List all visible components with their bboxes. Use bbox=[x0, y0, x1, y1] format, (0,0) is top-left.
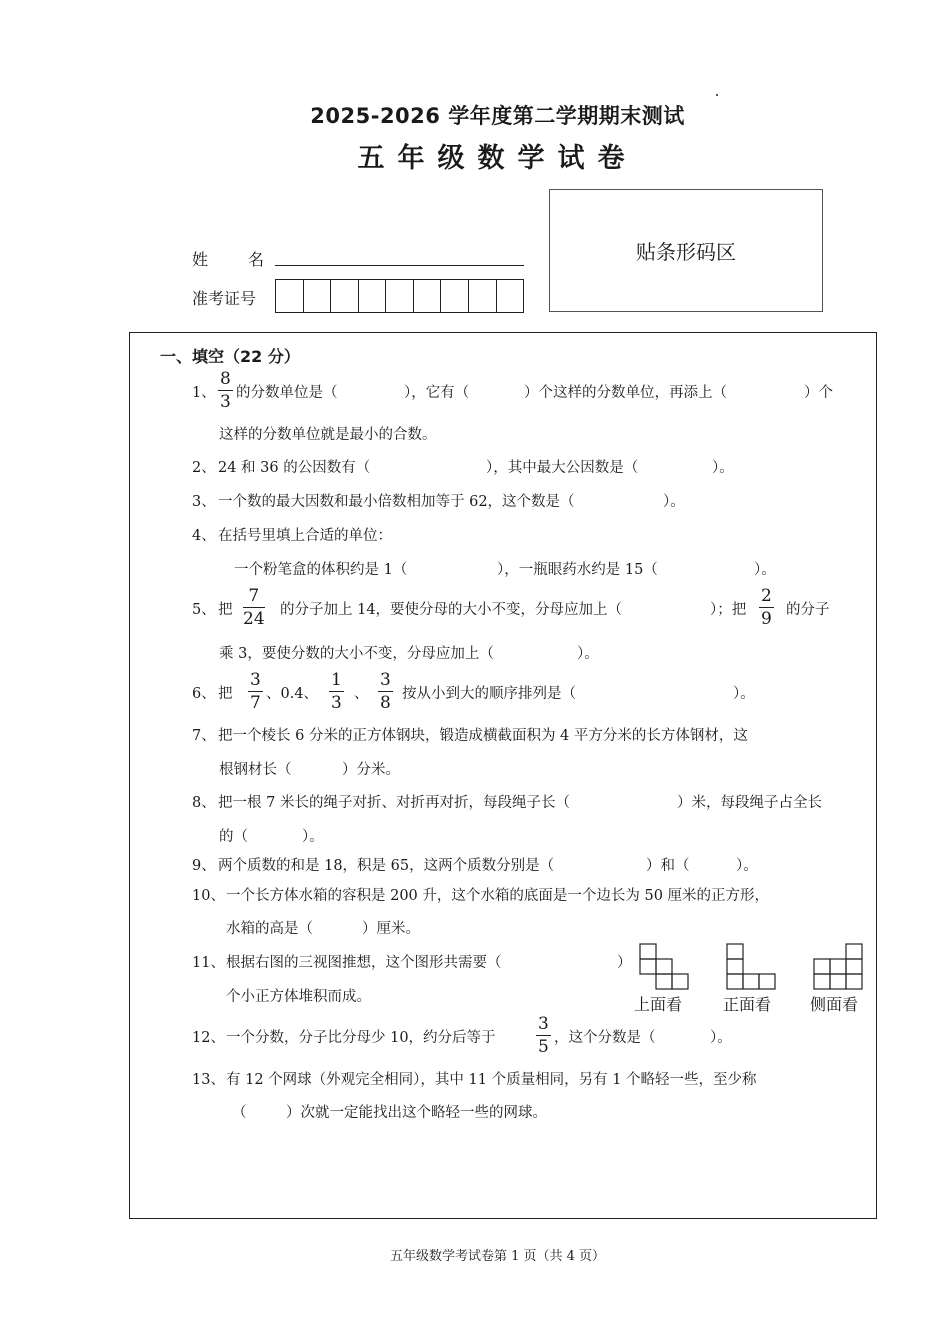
top-view-square bbox=[656, 959, 672, 974]
q13-line2-a: （ bbox=[232, 1105, 247, 1121]
front-view-square bbox=[727, 974, 743, 989]
side-view-square bbox=[830, 974, 846, 989]
q3-text-b: ）。 bbox=[663, 494, 685, 510]
q8-text-a: 把一根 7 米长的绳子对折、对折再对折，每段绳子长（ bbox=[218, 795, 570, 811]
q12-frac-numerator: 3 bbox=[538, 1014, 549, 1034]
id-number-boxes[interactable] bbox=[275, 279, 524, 313]
top-view-square bbox=[656, 974, 672, 989]
q8-line2-a: 的（ bbox=[219, 829, 248, 845]
front-view-square bbox=[743, 974, 759, 989]
id-number-label: 准考证号 bbox=[192, 289, 257, 308]
q8-line2-b: ）。 bbox=[302, 829, 324, 845]
q12-text-b: ，这个分数是（ bbox=[554, 1030, 656, 1046]
q11-text-b: ） bbox=[617, 955, 632, 971]
q11-line2: 个小正方体堆积而成。 bbox=[226, 989, 371, 1005]
side-view-square bbox=[846, 944, 862, 959]
id-digit-box[interactable] bbox=[441, 280, 469, 312]
id-digit-box[interactable] bbox=[331, 280, 359, 312]
section-heading: 一、填空（22 分） bbox=[160, 347, 300, 366]
q5-line2-b: ）。 bbox=[577, 646, 599, 662]
fraction-bar bbox=[378, 691, 393, 692]
q2-number: 2、 bbox=[192, 460, 216, 476]
q4-number: 4、 bbox=[192, 528, 216, 544]
q5-text-d: 的分子 bbox=[786, 602, 830, 618]
q10-number: 10、 bbox=[192, 888, 225, 904]
id-digit-box[interactable] bbox=[359, 280, 387, 312]
q4-text-a: 一个粉笔盒的体积约是 1（ bbox=[234, 562, 408, 578]
view-caption-side: 侧面看 bbox=[810, 995, 859, 1014]
q7-line1: 把一个棱长 6 分米的正方体钢块，锻造成横截面积为 4 平方分米的长方体钢材，这 bbox=[218, 728, 748, 744]
barcode-area bbox=[549, 189, 823, 312]
q6-fraction-3 bbox=[378, 672, 393, 712]
q8-text-b: ）米，每段绳子占全长 bbox=[677, 795, 822, 811]
side-view-square bbox=[846, 974, 862, 989]
q1-text-d: ）个 bbox=[804, 385, 833, 401]
q5-text-b: 的分子加上 14，要使分母的大小不变，分母应加上（ bbox=[280, 602, 623, 618]
q6-sep-2: 、 bbox=[354, 686, 369, 702]
q12-frac-denominator: 5 bbox=[538, 1037, 549, 1057]
id-digit-box[interactable] bbox=[497, 280, 524, 312]
q6-f2-numerator: 1 bbox=[331, 670, 342, 690]
q5-fraction-1 bbox=[243, 588, 265, 628]
q1-text-b: ），它有（ bbox=[404, 385, 470, 401]
top-view-square bbox=[640, 944, 656, 959]
side-view-square bbox=[814, 974, 830, 989]
q5-text-a: 把 bbox=[218, 602, 233, 618]
q1-number: 1、 bbox=[192, 385, 216, 401]
name-input-line[interactable] bbox=[275, 265, 524, 266]
q10-line2-a: 水箱的高是（ bbox=[226, 921, 313, 937]
id-digit-box[interactable] bbox=[304, 280, 332, 312]
q13-number: 13、 bbox=[192, 1072, 225, 1088]
q6-sep-1: 、0.4、 bbox=[266, 686, 319, 702]
side-view-square bbox=[830, 959, 846, 974]
q11-number: 11、 bbox=[192, 955, 225, 971]
q6-f2-denominator: 3 bbox=[331, 693, 342, 713]
view-caption-front: 正面看 bbox=[723, 995, 772, 1014]
q1-fraction bbox=[218, 371, 233, 411]
q1-line2: 这样的分数单位就是最小的合数。 bbox=[219, 427, 437, 443]
id-digit-box[interactable] bbox=[414, 280, 442, 312]
fraction-bar bbox=[218, 390, 233, 391]
stray-dot bbox=[716, 94, 718, 96]
q6-fraction-1 bbox=[248, 672, 263, 712]
q9-text-a: 两个质数的和是 18，积是 65，这两个质数分别是（ bbox=[218, 858, 555, 874]
exam-subtitle: 五年级数学试卷 bbox=[357, 143, 638, 174]
q13-line2-b: ）次就一定能找出这个略轻一些的网球。 bbox=[286, 1105, 547, 1121]
side-view-square bbox=[846, 959, 862, 974]
page-footer: 五年级数学考试卷第 1 页（共 4 页） bbox=[389, 1249, 606, 1264]
q6-fraction-2 bbox=[329, 672, 344, 712]
front-view-square bbox=[727, 959, 743, 974]
q11-text-a: 根据右图的三视图推想，这个图形共需要（ bbox=[226, 955, 502, 971]
fraction-bar bbox=[329, 691, 344, 692]
id-digit-box[interactable] bbox=[386, 280, 414, 312]
q9-text-c: ）。 bbox=[736, 858, 758, 874]
barcode-label: 贴条形码区 bbox=[636, 240, 736, 264]
q8-number: 8、 bbox=[192, 795, 216, 811]
q12-text-c: ）。 bbox=[710, 1030, 732, 1046]
q3-text-a: 一个数的最大因数和最小倍数相加等于 62，这个数是（ bbox=[218, 494, 575, 510]
q7-number: 7、 bbox=[192, 728, 216, 744]
q9-text-b: ）和（ bbox=[646, 858, 690, 874]
q5-f1-denominator: 24 bbox=[243, 609, 265, 629]
q12-fraction bbox=[536, 1016, 551, 1056]
q4-text-c: ）。 bbox=[754, 562, 776, 578]
q12-text-a: 一个分数，分子比分母少 10，约分后等于 bbox=[226, 1030, 496, 1046]
q10-line1: 一个长方体水箱的容积是 200 升，这个水箱的底面是一个边长为 50 厘米的正方形， bbox=[226, 888, 770, 904]
q6-f3-numerator: 3 bbox=[380, 670, 391, 690]
view-caption-top: 上面看 bbox=[634, 995, 683, 1014]
q5-fraction-2 bbox=[759, 588, 774, 628]
q5-line2-a: 乘 3，要使分数的大小不变，分母应加上（ bbox=[219, 646, 494, 662]
q5-text-c: ）；把 bbox=[710, 602, 747, 618]
q6-text-b: 按从小到大的顺序排列是（ bbox=[402, 686, 576, 702]
q1-text-a: 的分数单位是（ bbox=[236, 385, 338, 401]
q5-f2-numerator: 2 bbox=[761, 586, 772, 606]
q6-f1-denominator: 7 bbox=[250, 693, 261, 713]
q1-text-c: ）个这样的分数单位，再添上（ bbox=[524, 385, 727, 401]
q2-text-a: 24 和 36 的公因数有（ bbox=[218, 460, 371, 476]
q6-number: 6、 bbox=[192, 686, 216, 702]
exam-title: 2025-2026 学年度第二学期期末测试 bbox=[310, 104, 685, 128]
fraction-bar bbox=[243, 607, 265, 608]
q1-frac-denominator: 3 bbox=[220, 392, 231, 412]
q12-number: 12、 bbox=[192, 1030, 225, 1046]
fraction-bar bbox=[759, 607, 774, 608]
fraction-bar bbox=[248, 691, 263, 692]
front-view-square bbox=[727, 944, 743, 959]
q6-f1-numerator: 3 bbox=[250, 670, 261, 690]
id-digit-box[interactable] bbox=[276, 280, 304, 312]
q3-number: 3、 bbox=[192, 494, 216, 510]
q6-text-a: 把 bbox=[218, 686, 233, 702]
q1-frac-numerator: 8 bbox=[220, 369, 231, 389]
q6-f3-denominator: 8 bbox=[380, 693, 391, 713]
q5-f2-denominator: 9 bbox=[761, 609, 772, 629]
q2-text-c: ）。 bbox=[712, 460, 734, 476]
front-view-square bbox=[759, 974, 775, 989]
q7-line2-a: 根钢材长（ bbox=[219, 762, 292, 778]
q10-line2-b: ）厘米。 bbox=[362, 921, 420, 937]
top-view-square bbox=[640, 959, 656, 974]
name-label bbox=[192, 247, 264, 270]
fraction-bar bbox=[536, 1035, 551, 1036]
name-label-char-1: 姓 bbox=[192, 250, 209, 269]
q5-number: 5、 bbox=[192, 602, 216, 618]
top-view-square bbox=[672, 974, 688, 989]
q4-text: 在括号里填上合适的单位： bbox=[218, 528, 392, 544]
name-label-char-2: 名 bbox=[248, 250, 265, 269]
side-view-square bbox=[814, 959, 830, 974]
q13-line1: 有 12 个网球（外观完全相同），其中 11 个质量相同，另有 1 个略轻一些，至少称 bbox=[226, 1072, 757, 1088]
q2-text-b: ），其中最大公因数是（ bbox=[486, 460, 639, 476]
q6-text-c: ）。 bbox=[733, 686, 755, 702]
q4-text-b: ），一瓶眼药水约是 15（ bbox=[497, 562, 658, 578]
q9-number: 9、 bbox=[192, 858, 216, 874]
id-digit-box[interactable] bbox=[469, 280, 497, 312]
q7-line2-b: ）分米。 bbox=[342, 762, 400, 778]
q5-f1-numerator: 7 bbox=[248, 586, 260, 606]
